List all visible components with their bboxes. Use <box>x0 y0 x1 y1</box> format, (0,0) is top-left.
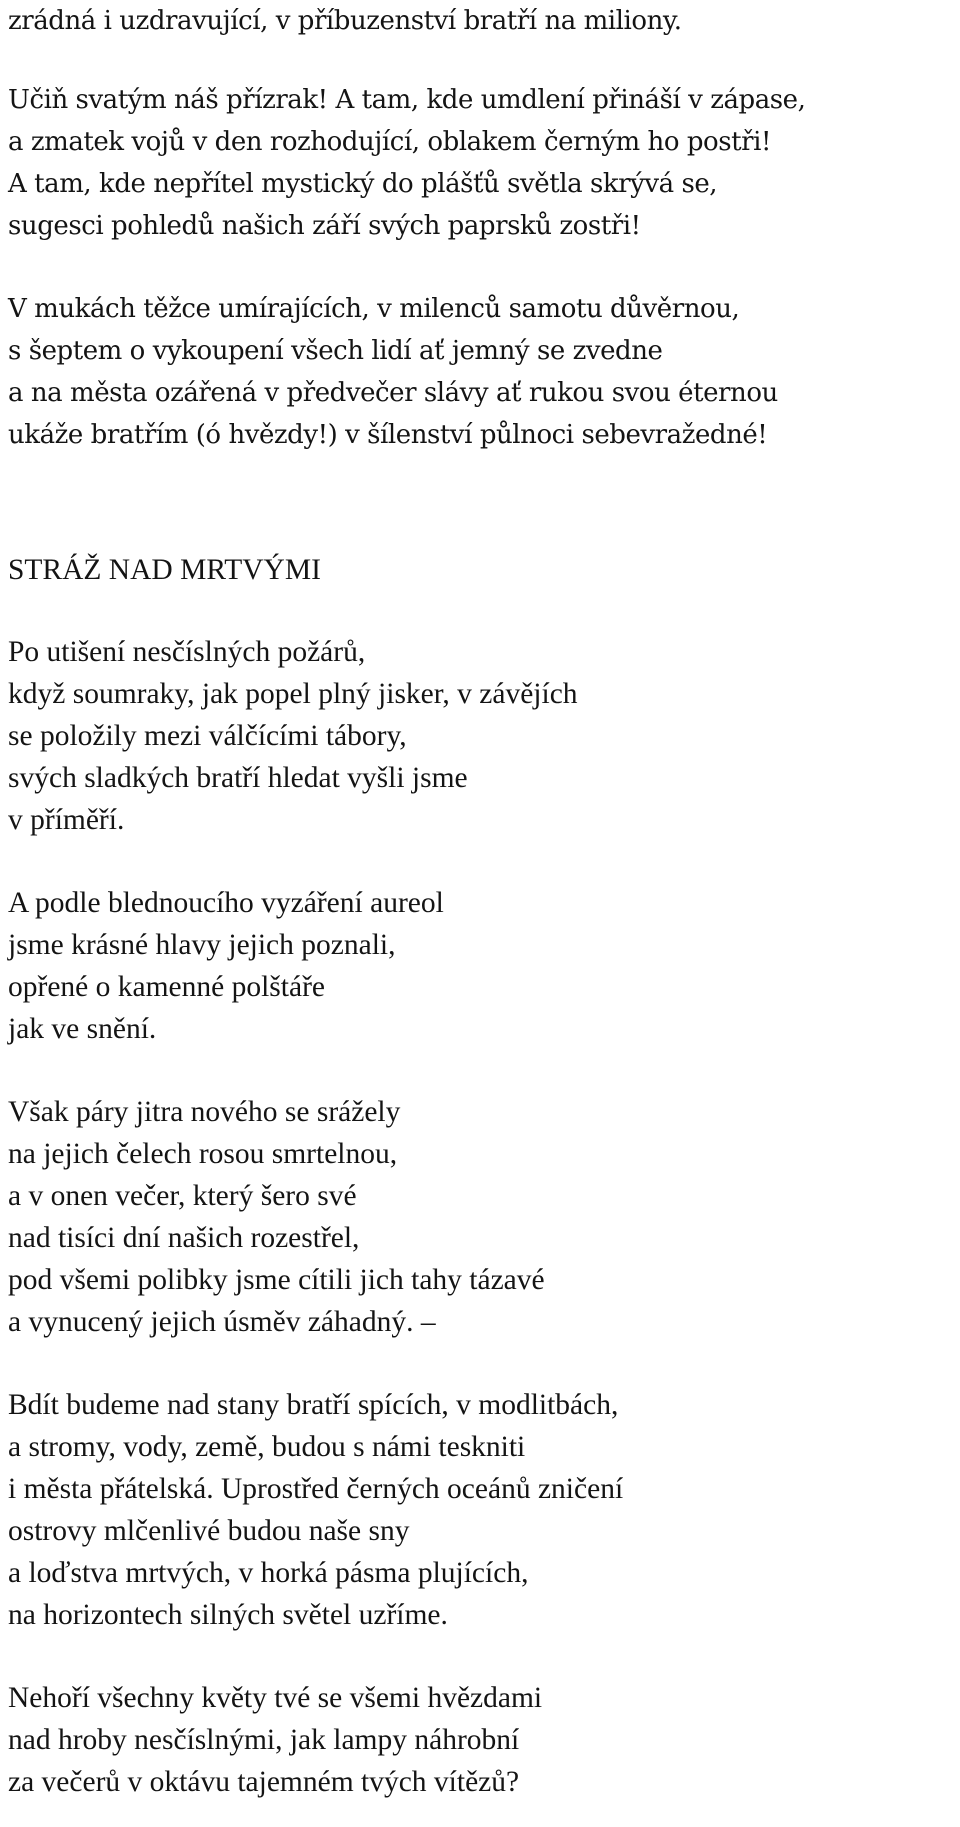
text-line: Však páry jitra nového se srážely <box>8 1096 401 1128</box>
text-line: ukáže bratřím (ó hvězdy!) v šílenství půlnoci sebevražedné! <box>8 420 768 450</box>
text-line: sugesci pohledů našich září svých paprsků zostři! <box>8 211 641 241</box>
text-line: jak ve snění. <box>8 1013 157 1045</box>
text-line: za večerů v oktávu tajemném tvých vítězů? <box>8 1766 520 1798</box>
text-line: s šeptem o vykoupení všech lidí ať jemný se zvedne <box>8 336 663 366</box>
stanza-truce <box>8 631 948 841</box>
text-line: a na města ozářená v předvečer slávy ať rukou svou éternou <box>8 378 778 408</box>
text-line: nad tisíci dní našich rozestřel, <box>8 1222 360 1254</box>
text-line: a v onen večer, který šero své <box>8 1180 357 1212</box>
text-line: jsme krásné hlavy jejich poznali, <box>8 929 396 961</box>
text-line: nad hroby nesčíslnými, jak lampy náhrobní <box>8 1724 520 1756</box>
text-line: na horizontech silných světel uzříme. <box>8 1599 448 1631</box>
text-line: V mukách těžce umírajících, v milenců samotu důvěrnou, <box>8 294 740 324</box>
text-line: A podle blednoucího vyzáření aureol <box>8 887 444 919</box>
text-line: pod všemi polibky jsme cítili jich tahy tázavé <box>8 1264 545 1296</box>
text-line: a stromy, vody, země, budou s námi teskniti <box>8 1431 526 1463</box>
text-line: Po utišení nesčíslných požárů, <box>8 636 366 668</box>
text-line: zrádná i uzdravující, v příbuzenství bratří na miliony. <box>8 6 682 36</box>
text-line: když soumraky, jak popel plný jisker, v závějích <box>8 678 578 710</box>
text-line: svých sladkých bratří hledat vyšli jsme <box>8 762 468 794</box>
stanza-fragment <box>8 0 948 42</box>
text-line: A tam, kde nepřítel mystický do plášťů světla skrývá se, <box>8 169 718 199</box>
text-line: a loďstva mrtvých, v horká pásma plujících, <box>8 1557 529 1589</box>
stanza-aureoles <box>8 882 948 1050</box>
stanza-flowers <box>8 1677 948 1803</box>
poem-title <box>8 549 948 591</box>
text-line: opřené o kamenné polštáře <box>8 971 325 1003</box>
stanza-vigil <box>8 1384 948 1636</box>
text-line: STRÁŽ NAD MRTVÝMI <box>8 554 321 586</box>
stanza-invocation <box>8 79 948 247</box>
stanza-dew <box>8 1091 948 1343</box>
text-line: ostrovy mlčenlivé budou naše sny <box>8 1515 410 1547</box>
text-line: se položily mezi válčícími tábory, <box>8 720 407 752</box>
text-line: Učiň svatým náš přízrak! A tam, kde umdlení přináší v zápase, <box>8 85 806 115</box>
text-line: i města přátelská. Uprostřed černých oceánů zničení <box>8 1473 624 1505</box>
text-line: v příměří. <box>8 804 125 836</box>
stanza-agony <box>8 288 948 456</box>
text-line: Nehoří všechny květy tvé se všemi hvězdami <box>8 1682 543 1714</box>
text-line: a zmatek vojů v den rozhodující, oblakem černým ho postři! <box>8 127 771 157</box>
text-line: na jejich čelech rosou smrtelnou, <box>8 1138 398 1170</box>
text-line: Bdít budeme nad stany bratří spících, v modlitbách, <box>8 1389 619 1421</box>
text-line: a vynucený jejich úsměv záhadný. – <box>8 1306 436 1338</box>
